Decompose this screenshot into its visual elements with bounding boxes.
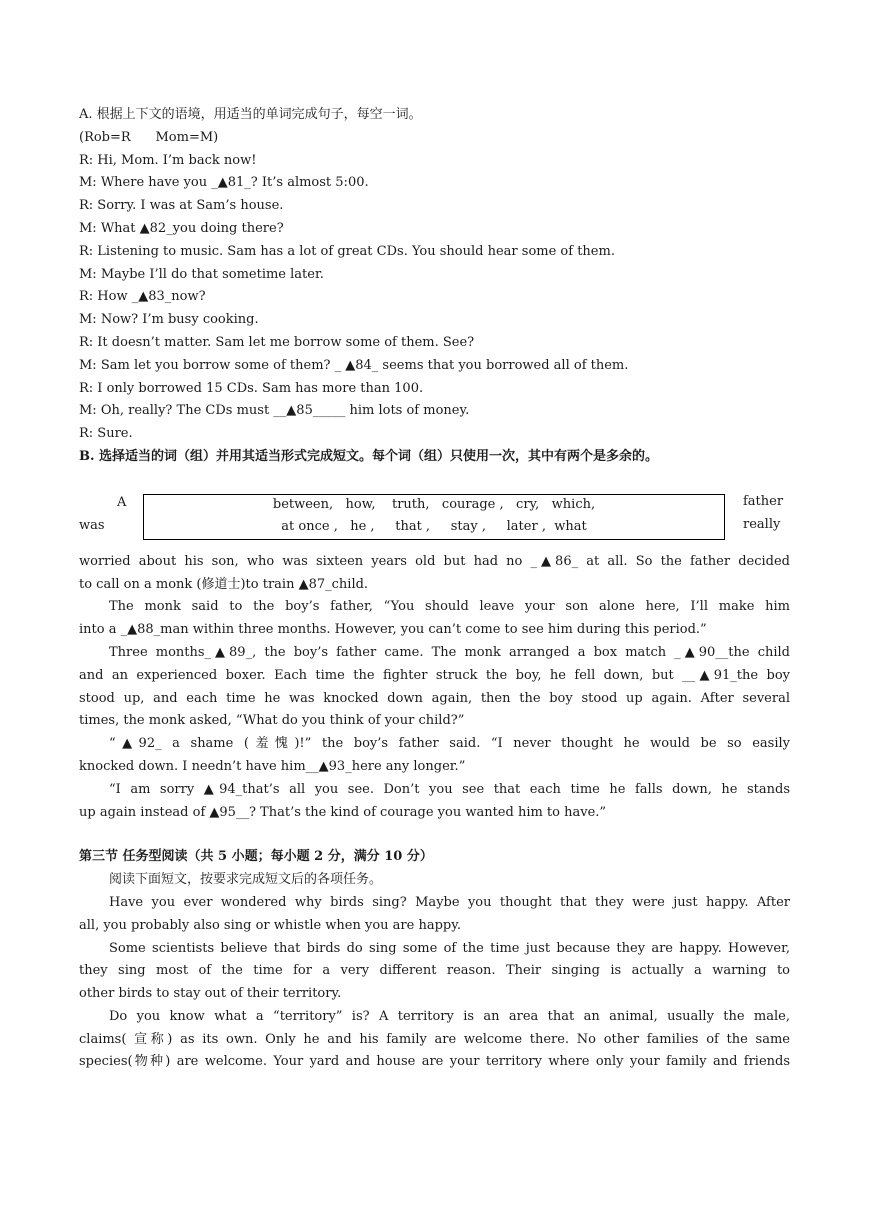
- dialogue-line: M: Now? I’m busy cooking.: [79, 312, 259, 328]
- reading-line: they sing most of the time for a very different reason. Their singing is actually a warning to: [79, 963, 790, 979]
- dialogue-line: R: Listening to music. Sam has a lot of great CDs. You should hear some of them.: [79, 243, 615, 259]
- word-bank-row-2: at once , he , that , stay , later , what: [281, 519, 587, 534]
- passage-line: The monk said to the boy’s father, “You should leave your son alone here, I’ll make him: [109, 599, 790, 615]
- passage-line: up again instead of ▲95__? That’s the kind of courage you wanted him to have.”: [79, 804, 607, 820]
- dialogue-line: R: Hi, Mom. I’m back now!: [79, 152, 257, 168]
- passage-right-word-2: really: [743, 517, 781, 532]
- dialogue-line: M: Where have you _▲81_? It’s almost 5:00.: [79, 175, 369, 191]
- passage-line: worried about his son, who was sixteen years old but had no _▲86_ at all. So the father decided: [79, 553, 790, 569]
- passage-line: to call on a monk (修道士)to train ▲87_child.: [79, 576, 369, 592]
- dialogue-line: M: Oh, really? The CDs must __▲85_____ him lots of money.: [79, 403, 470, 419]
- reading-line: species(物种) are welcome. Your yard and house are your territory where only your family and friends: [79, 1054, 791, 1070]
- dialogue-line: R: How _▲83_now?: [79, 289, 206, 305]
- word-bank-box: [143, 494, 725, 540]
- passage-line: Three months_▲89_, the boy’s father came. The monk arranged a box match _▲90__the child: [109, 644, 790, 660]
- reading-line: Do you know what a “territory” is? A territory is an area that an animal, usually the male,: [109, 1008, 790, 1024]
- dialogue-line: R: Sorry. I was at Sam’s house.: [79, 198, 284, 214]
- passage-start-word-2: was: [79, 518, 105, 533]
- passage-line: “I am sorry ▲94_that’s all you see. Don’t you see that each time he falls down, he stands: [109, 781, 790, 797]
- exam-page: [79, 104, 790, 1074]
- reading-line: all, you probably also sing or whistle when you are happy.: [79, 917, 461, 933]
- reading-line: other birds to stay out of their territory.: [79, 986, 342, 1002]
- dialogue-line: R: I only borrowed 15 CDs. Sam has more than 100.: [79, 380, 424, 396]
- passage-start-word: A: [117, 495, 127, 510]
- section-c-instruction: 阅读下面短文，按要求完成短文后的各项任务。: [109, 872, 383, 888]
- dialogue-line: M: Sam let you borrow some of them? _ ▲84_ seems that you borrowed all of them.: [79, 357, 629, 373]
- section-b-heading: B. 选择适当的词（组）并用其适当形式完成短文。每个词（组）只使用一次，其中有两个是多余的。: [79, 448, 659, 464]
- reading-line: Some scientists believe that birds do sing some of the time just because they are happy. However,: [109, 940, 790, 956]
- passage-line: and an experienced boxer. Each time the fighter struck the boy, he fell down, but __▲91_the boy: [79, 667, 790, 683]
- word-bank-row-1: between, how, truth, courage , cry, which,: [272, 497, 596, 512]
- speaker-legend: (Rob=R Mom=M): [79, 129, 219, 145]
- passage-line: into a _▲88_man within three months. However, you can’t come to see him during this period.”: [79, 622, 707, 638]
- passage-line: stood up, and each time he was knocked down again, then the boy stood up again. After several: [79, 690, 790, 706]
- dialogue-line: R: Sure.: [79, 426, 133, 442]
- dialogue-line: M: Maybe I’ll do that sometime later.: [79, 266, 324, 282]
- dialogue-line: R: It doesn’t matter. Sam let me borrow some of them. See?: [79, 334, 475, 350]
- passage-line: knocked down. I needn’t have him__▲93_here any longer.”: [79, 758, 466, 774]
- passage-right-word: father: [743, 494, 784, 509]
- passage-line: times, the monk asked, “What do you think of your child?”: [79, 713, 465, 729]
- reading-line: claims( 宣称) as its own. Only he and his family are welcome there. No other families of the same: [79, 1031, 790, 1047]
- reading-line: Have you ever wondered why birds sing? Maybe you thought that they were just happy. After: [109, 894, 790, 910]
- dialogue-line: M: What ▲82_you doing there?: [79, 220, 284, 236]
- section-c-heading: 第三节 任务型阅读（共 5 小题；每小题 2 分，满分 10 分）: [79, 849, 433, 865]
- passage-line: “▲92_ a shame (羞愧)!” the boy’s father said. “I never thought he would be so easily: [109, 736, 790, 752]
- section-a-heading: A. 根据上下文的语境，用适当的单词完成句子，每空一词。: [79, 107, 422, 122]
